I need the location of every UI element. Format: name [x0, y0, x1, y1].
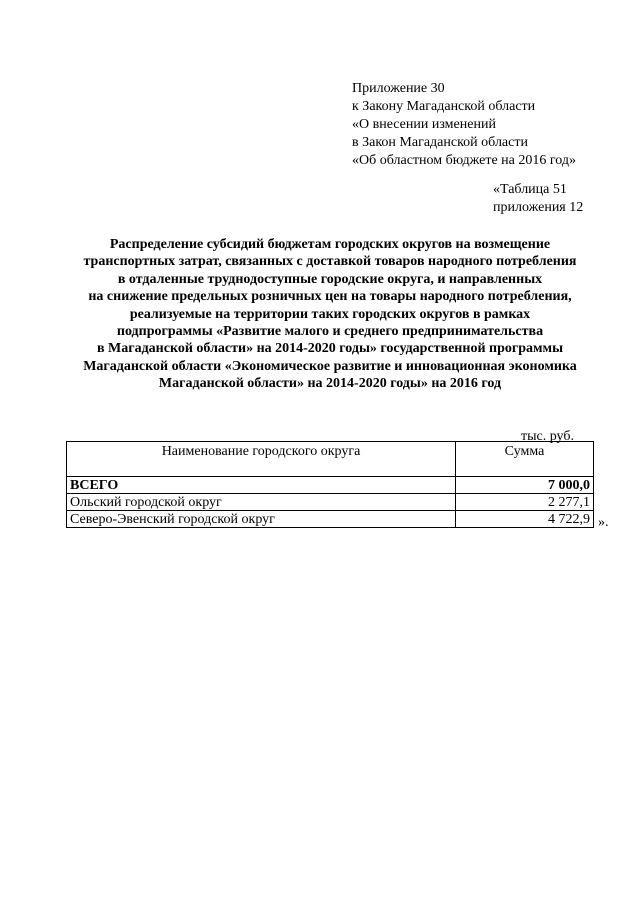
title-line: в отдаленные труднодоступные городские округа, и направленных: [117, 271, 543, 287]
closing-quote: ».: [598, 515, 609, 530]
row-sum: 4 722,9: [456, 511, 594, 528]
row-name: Ольский городской округ: [67, 494, 456, 511]
title-line: Магаданской области» на 2014-2020 годы» на 2016 год: [158, 376, 502, 392]
appendix-line: «Об областном бюджете на 2016 год»: [352, 153, 576, 168]
row-name: Северо-Эвенский городской округ: [67, 511, 456, 528]
table-row: [67, 511, 594, 528]
header-name: Наименование городского округа: [67, 442, 456, 477]
title-line: транспортных затрат, связанных с доставкой товаров народного потребления: [83, 254, 577, 270]
table-row-total: [67, 477, 594, 494]
appendix-line: к Закону Магаданской области: [352, 99, 536, 114]
document-title: [50, 236, 610, 393]
subsidy-table: [66, 441, 594, 528]
title-line: Магаданской области «Экономическое развитие и инновационная экономика: [83, 358, 577, 374]
row-sum: 2 277,1: [456, 494, 594, 511]
table-row: [67, 494, 594, 511]
title-line: реализуемые на территории таких городских округов в рамках: [129, 306, 531, 322]
table-reference-line: приложения 12: [493, 200, 584, 215]
title-line: подпрограммы «Развитие малого и среднего предпринимательства: [116, 324, 544, 340]
unit-label: тыс. руб.: [521, 429, 574, 444]
title-line: Распределение субсидий бюджетам городских округов на возмещение: [109, 237, 551, 252]
row-name: ВСЕГО: [67, 477, 456, 494]
title-line: в Магаданской области» на 2014-2020 годы» государственной программы: [96, 341, 564, 357]
appendix-header: [352, 80, 576, 170]
table-reference-line: «Таблица 51: [493, 182, 567, 197]
title-line: на снижение предельных розничных цен на товары народного потребления,: [88, 289, 572, 305]
appendix-line: «О внесении изменений: [352, 117, 496, 132]
header-sum: Сумма: [456, 442, 594, 477]
row-sum: 7 000,0: [456, 477, 594, 494]
appendix-line: Приложение 30: [352, 81, 445, 96]
table-header-row: [67, 442, 594, 477]
appendix-line: в Закон Магаданской области: [352, 135, 528, 150]
table-reference: [493, 181, 583, 217]
